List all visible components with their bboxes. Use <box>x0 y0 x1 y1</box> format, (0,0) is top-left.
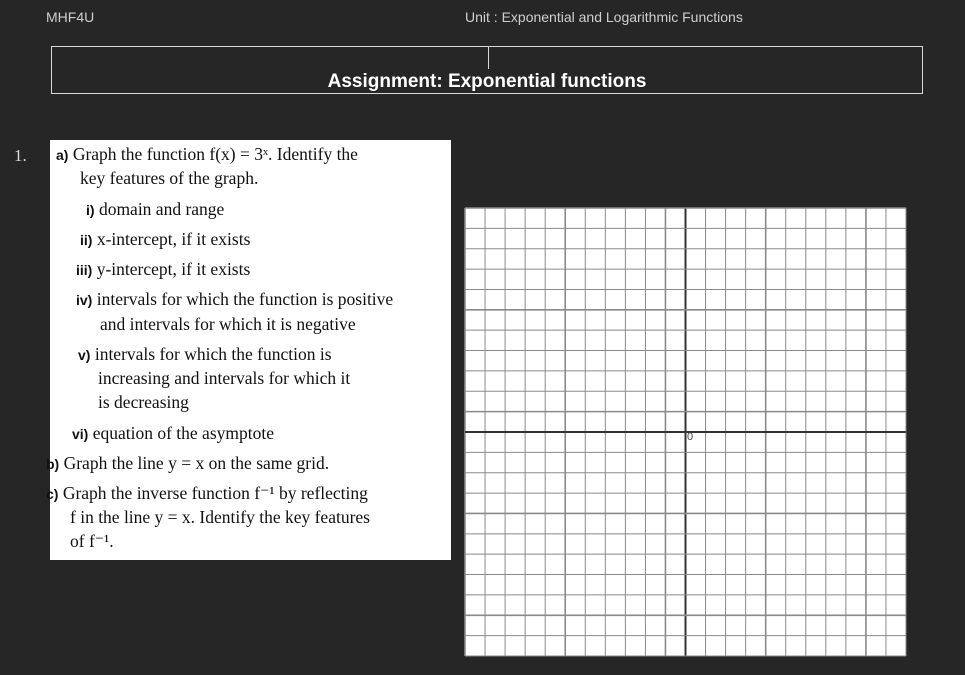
title-box-divider <box>488 47 489 69</box>
question-line: f in the line y = x. Identify the key features <box>70 507 370 527</box>
question-line: is decreasing <box>98 392 189 412</box>
question-line-ii: ii) x-intercept, if it exists <box>80 229 251 249</box>
origin-label: 0 <box>687 431 694 443</box>
question-line-b: b) Graph the line y = x on the same grid. <box>46 453 330 473</box>
question-line-iv: iv) intervals for which the function is positive <box>76 289 394 309</box>
question-line: of f⁻¹. <box>70 531 114 551</box>
unit-title: Unit : Exponential and Logarithmic Functions <box>465 9 743 25</box>
question-line-a: a) Graph the function f(x) = 3ˣ. Identify the <box>56 144 358 164</box>
question-number: 1. <box>14 146 27 165</box>
question-line-v: v) intervals for which the function is <box>78 344 332 364</box>
question-line: and intervals for which it is negative <box>100 314 356 334</box>
question-line-c: c) Graph the inverse function f⁻¹ by reflecting <box>46 483 368 503</box>
course-code: MHF4U <box>46 9 95 25</box>
question-line: key features of the graph. <box>80 168 259 188</box>
assignment-title-box <box>51 46 923 94</box>
question-line-i: i) domain and range <box>86 199 225 219</box>
question-line-iii: iii) y-intercept, if it exists <box>76 259 251 279</box>
graph-grid-svg <box>465 208 906 656</box>
question-line-vi: vi) equation of the asymptote <box>72 423 274 443</box>
question-line: increasing and intervals for which it <box>98 368 351 388</box>
question-panel <box>46 140 451 560</box>
assignment-title: Assignment: Exponential functions <box>327 71 647 92</box>
graph-grid <box>465 208 906 656</box>
